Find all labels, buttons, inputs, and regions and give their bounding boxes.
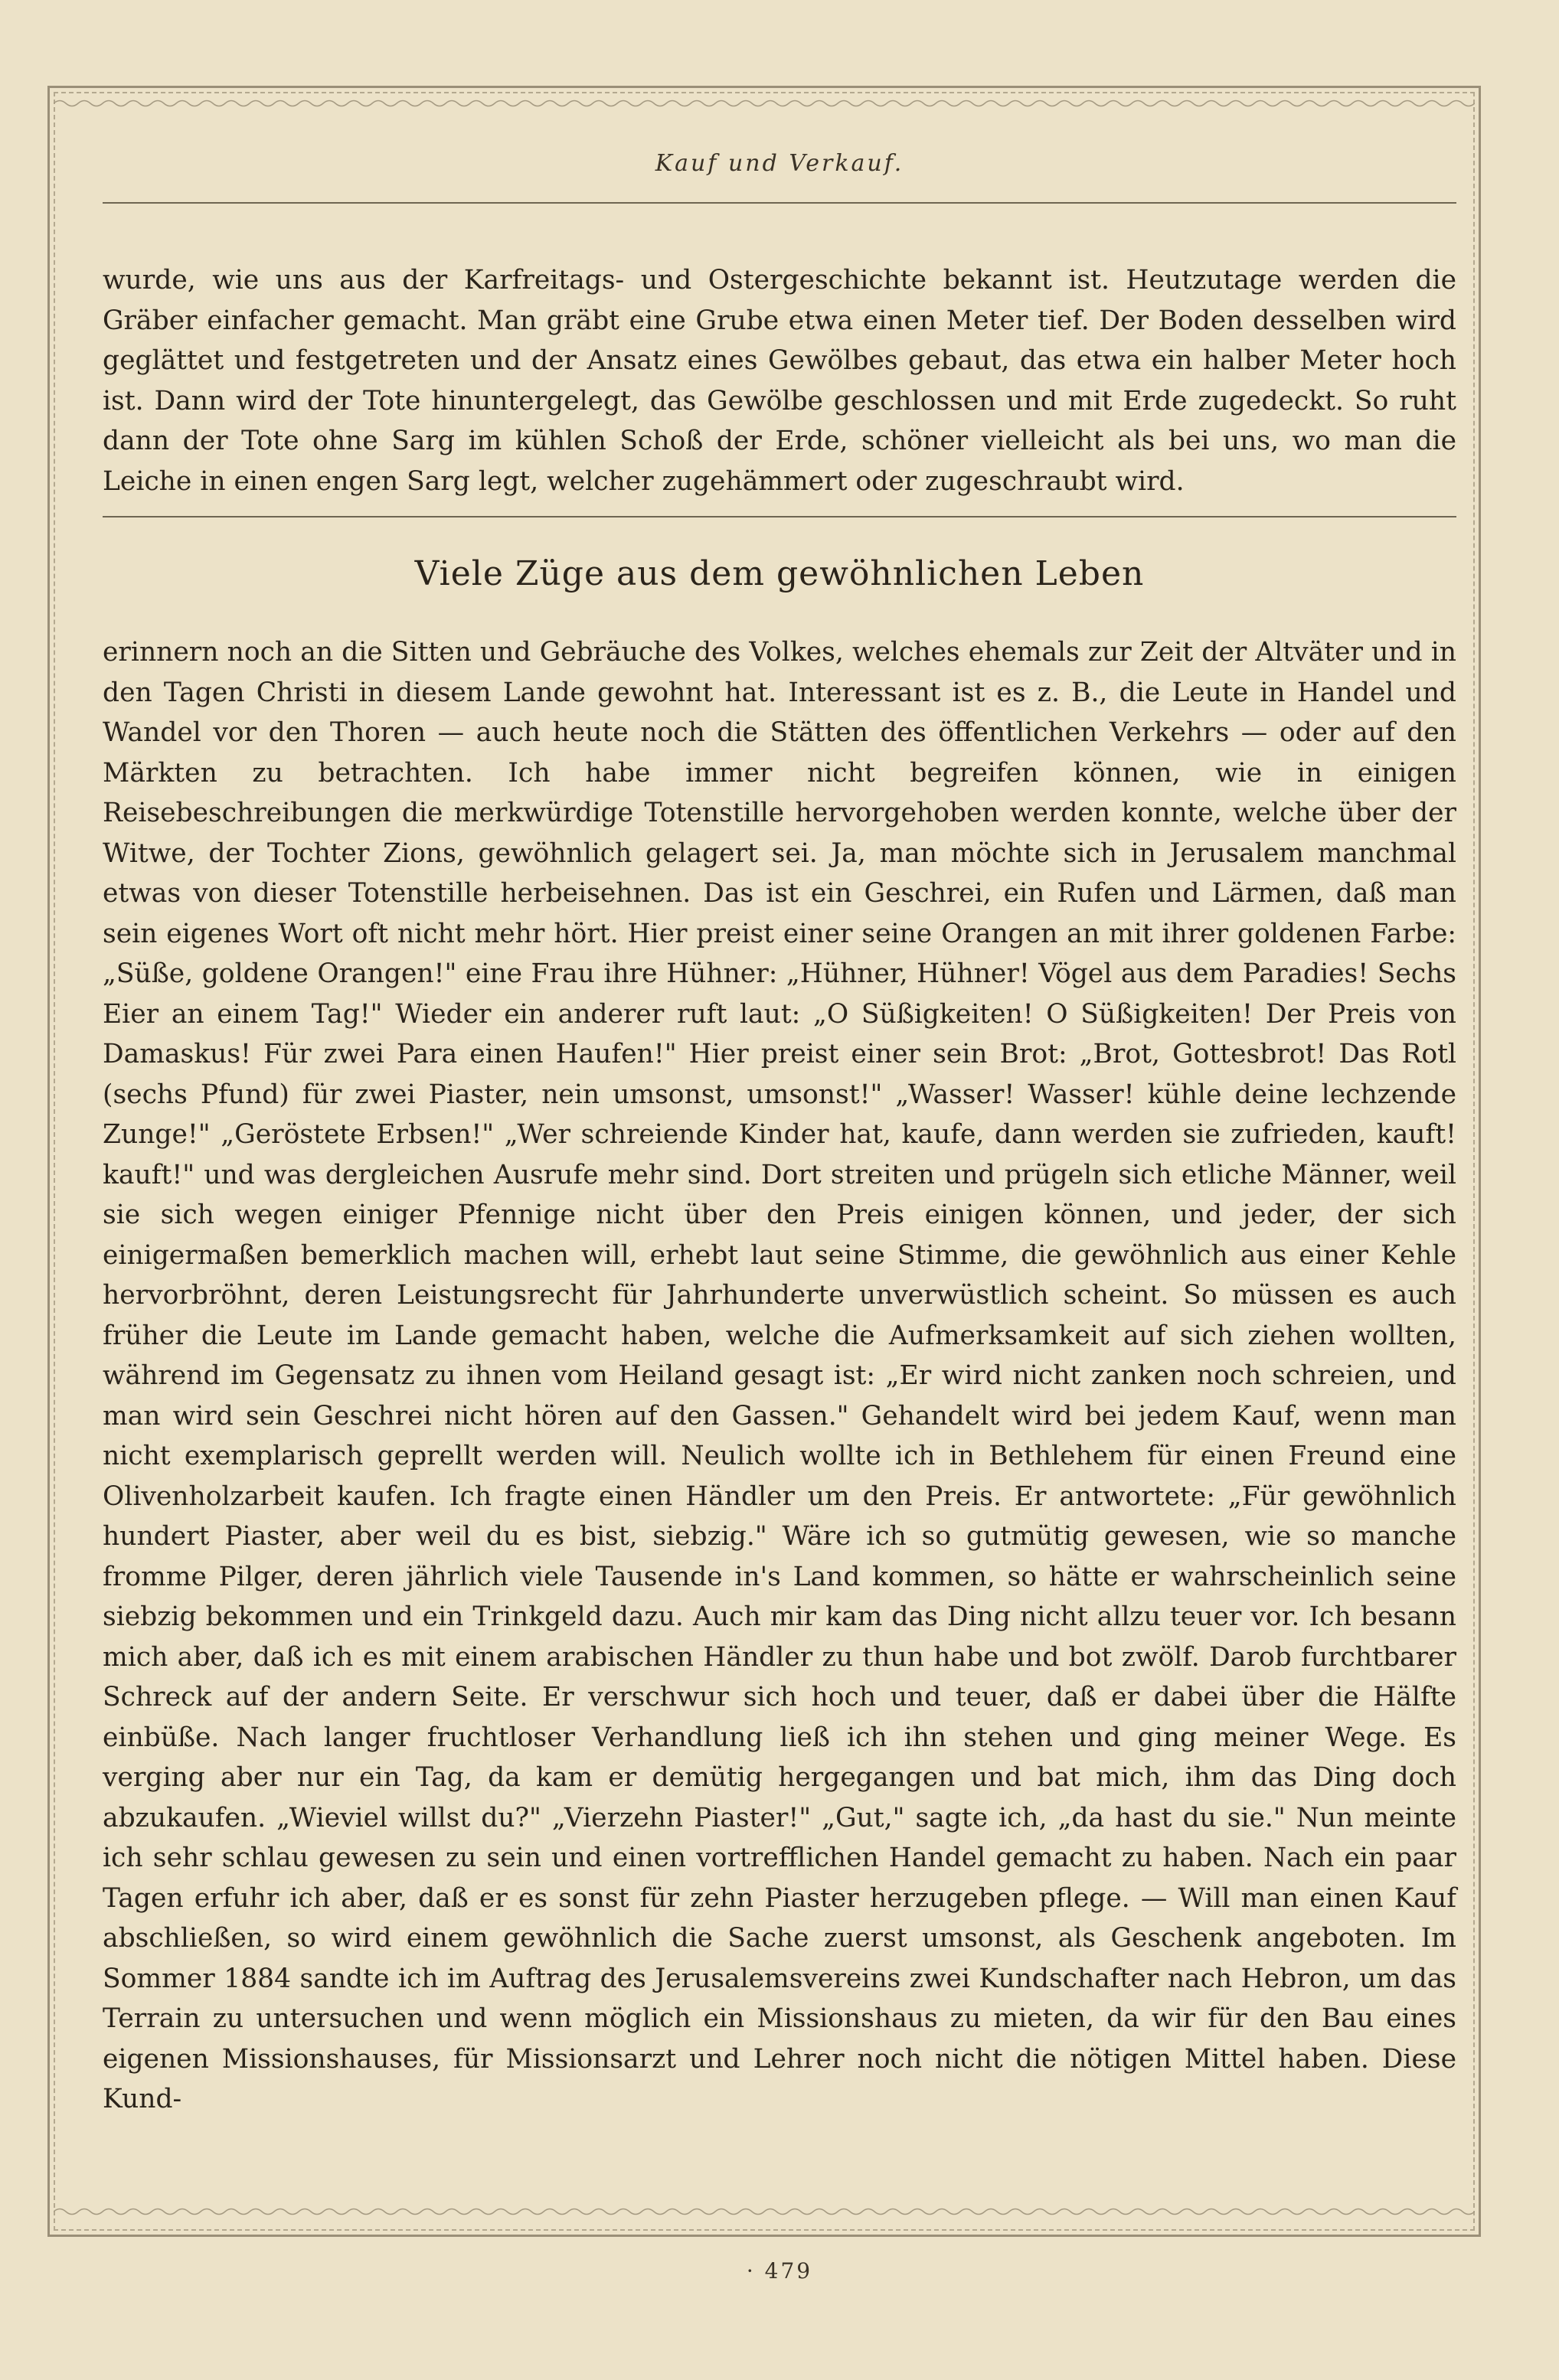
ornamental-border-top bbox=[54, 98, 1475, 109]
section-heading: Viele Züge aus dem gewöhnlichen Leben bbox=[414, 554, 1145, 593]
page-number: · 479 bbox=[746, 2258, 813, 2284]
body-paragraph-continued: wurde, wie uns aus der Karfreitags- und Ostergeschichte bekannt ist. Heutzutage werden die Gräber einfacher gemacht. Man gräbt eine Grube etwa einen Meter tief. Der Boden desselben wird geglättet und festgetreten und der Ansatz eines Gewölbes gebaut, das etwa ein halber Meter hoch ist. Dann wird der Tote hinuntergelegt, das Gewölbe geschlossen und mit Erde zugedeckt. So ruht dann der Tote ohne Sarg im kühlen Schoß der Erde, schöner vielleicht als bei uns, wo man die Leiche in einen engen Sarg legt, welcher zugehämmert oder zugeschraubt wird. bbox=[103, 265, 1456, 497]
ornamental-border-bottom bbox=[54, 2206, 1475, 2217]
section-rule bbox=[103, 516, 1456, 517]
running-head: Kauf und Verkauf. bbox=[655, 150, 904, 177]
header-rule bbox=[103, 202, 1456, 204]
body-paragraph-main: erinnern noch an die Sitten und Gebräuche des Volkes, welches ehemals zur Zeit der Altväter und in den Tagen Christi in diesem Lande gewohnt hat. Interessant ist es z. B., die Leute in Handel und Wandel vor den Thoren — auch heute noch die Stätten des öffentlichen Verkehrs — oder auf den Märkten zu betrachten. Ich habe immer nicht begreifen können, wie in einigen Reisebeschreibungen die merkwürdige Totenstille hervorgehoben werden konnte, welche über der Witwe, der Tochter Zions, gewöhnlich gelagert sei. Ja, man möchte sich in Jerusalem manchmal etwas von dieser Totenstille herbeisehnen. Das ist ein Geschrei, ein Rufen und Lärmen, daß man sein eigenes Wort oft nicht mehr hört. Hier preist einer seine Orangen an mit ihrer goldenen Farbe: „Süße, goldene Orangen!" eine Frau ihre Hühner: „Hühner, Hühner! Vögel aus dem Paradies! Sechs Eier an einem Tag!" Wieder ein anderer ruft laut: „O Süßigkeiten! O Süßigkeiten! Der Preis von Damaskus! Für zwei Para einen Haufen!" Hier preist einer sein Brot: „Brot, Gottesbrot! Das Rotl (sechs Pfund) für zwei Piaster, nein umsonst, umsonst!" „Wasser! Wasser! kühle deine lechzende Zunge!" „Geröstete Erbsen!" „Wer schreiende Kinder hat, kaufe, dann werden sie zufrieden, kauft! kauft!" und was dergleichen Ausrufe mehr sind. Dort streiten und prügeln sich etliche Männer, weil sie sich wegen einiger Pfennige nicht über den Preis einigen können, und jeder, der sich einigermaßen bemerklich machen will, erhebt laut seine Stimme, die gewöhnlich aus einer Kehle hervorbröhnt, deren Leistungsrecht für Jahrhunderte unverwüstlich scheint. So müssen es auch früher die Leute im Lande gemacht haben, welche die Aufmerksamkeit auf sich ziehen wollten, während im Gegensatz zu ihnen vom Heiland gesagt ist: „Er wird nicht zanken noch schreien, und man wird sein Geschrei nicht hören auf den Gassen." Gehandelt wird bei jedem Kauf, wenn man nicht exemplarisch geprellt werden will. Neulich wollte ich in Bethlehem für einen Freund eine Olivenholzarbeit kaufen. Ich fragte einen Händler um den Preis. Er antwortete: „Für gewöhnlich hundert Piaster, aber weil du es bist, siebzig." Wäre ich so gutmütig gewesen, wie so manche fromme Pilger, deren jährlich viele Tausende in's Land kommen, so hätte er wahrscheinlich seine siebzig bekommen und ein Trinkgeld dazu. Auch mir kam das Ding nicht allzu teuer vor. Ich besann mich aber, daß ich es mit einem arabischen Händler zu thun habe und bot zwölf. Darob furchtbarer Schreck auf der andern Seite. Er verschwur sich hoch und teuer, daß er dabei über die Hälfte einbüße. Nach langer fruchtloser Verhandlung ließ ich ihn stehen und ging meiner Wege. Es verging aber nur ein Tag, da kam er demütig hergegangen und bat mich, ihm das Ding doch abzukaufen. „Wieviel willst du?" „Vierzehn Piaster!" „Gut," sagte ich, „da hast du sie." Nun meinte ich sehr schlau gewesen zu sein und einen vortrefflichen Handel gemacht zu haben. Nach ein paar Tagen erfuhr ich aber, daß er es sonst für zehn Piaster herzugeben pflege. — Will man einen Kauf abschließen, so wird einem gewöhnlich die Sache zuerst umsonst, als Geschenk angeboten. Im Sommer 1884 sandte ich im Auftrag des Jerusalemsvereins zwei Kundschafter nach Hebron, um das Terrain zu untersuchen und wenn möglich ein Missionshaus zu mieten, da wir für den Bau eines eigenen Missionshauses, für Missionsarzt und Lehrer noch nicht die nötigen Mittel haben. Diese Kund- bbox=[103, 637, 1456, 2114]
